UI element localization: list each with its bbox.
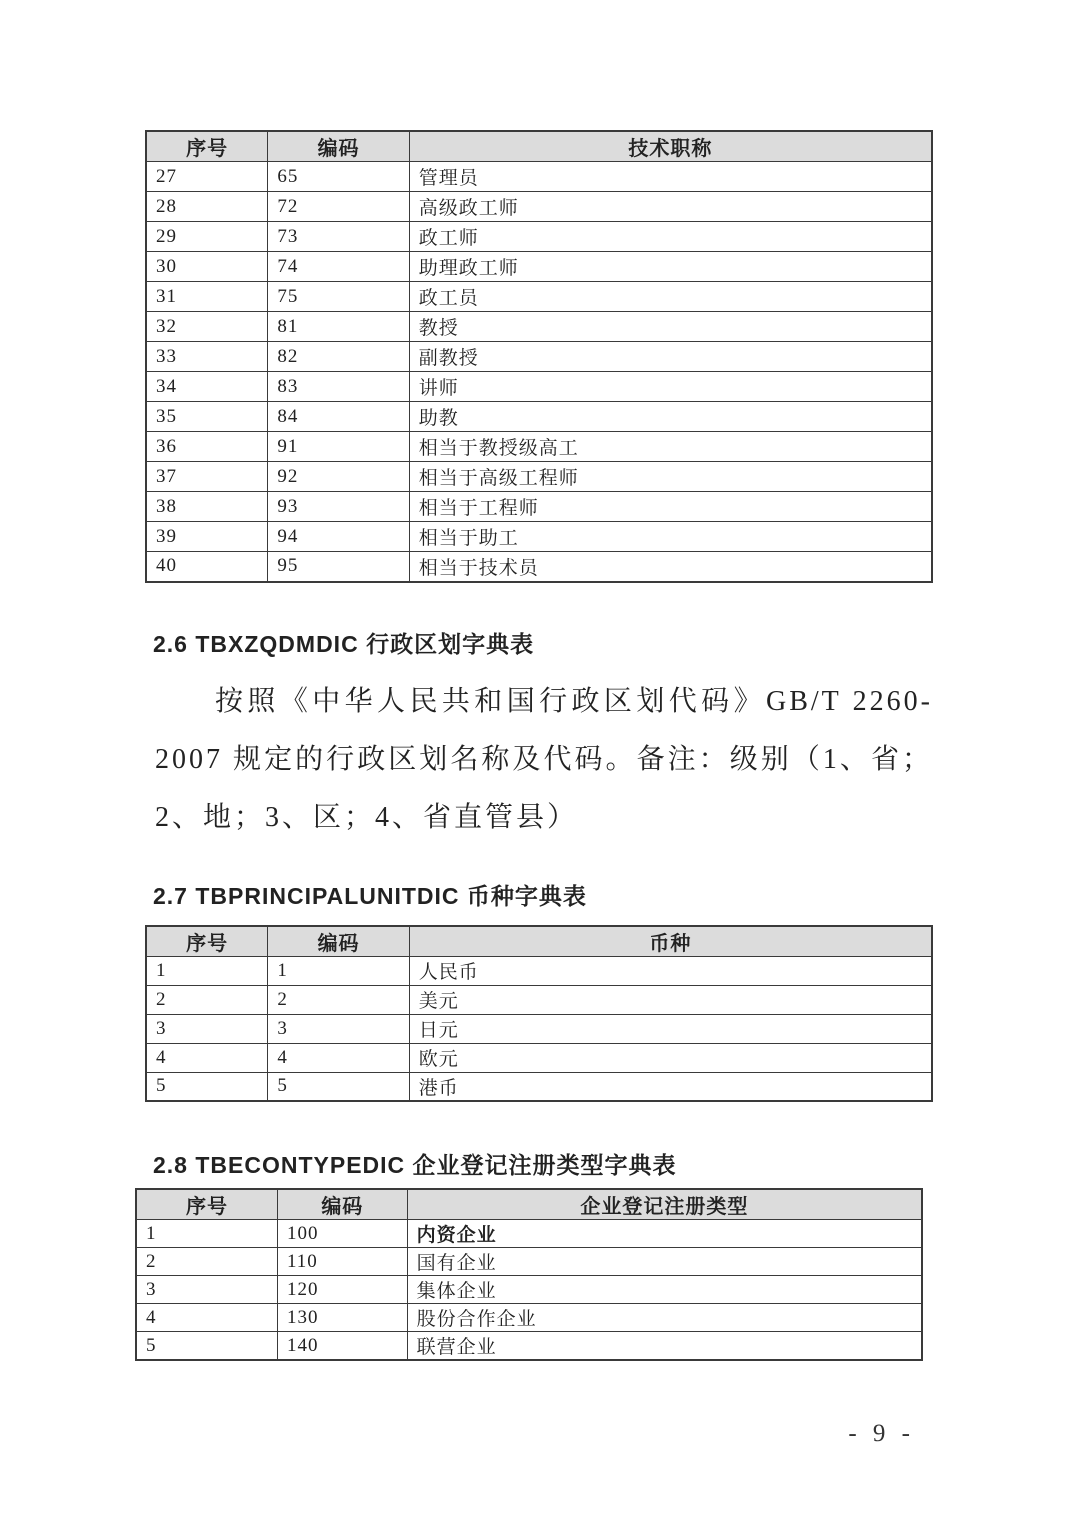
table-row <box>146 342 932 372</box>
table-row <box>136 1276 922 1304</box>
cell-code: 110 <box>277 1248 407 1276</box>
table-row <box>146 192 932 222</box>
cell-code: 95 <box>268 552 409 582</box>
cell-name: 联营企业 <box>407 1332 922 1361</box>
cell-code: 93 <box>268 492 409 522</box>
col-header-seq: 序号 <box>146 131 268 162</box>
cell-code: 91 <box>268 432 409 462</box>
cell-no: 3 <box>146 1014 268 1043</box>
cell-code: 140 <box>277 1332 407 1361</box>
cell-no: 34 <box>146 372 268 402</box>
page-number: - 9 - <box>848 1420 915 1447</box>
col-header-code: 编码 <box>277 1189 407 1220</box>
table-row <box>136 1248 922 1276</box>
cell-no: 4 <box>146 1043 268 1072</box>
table-row <box>146 462 932 492</box>
cell-name: 人民币 <box>409 956 932 985</box>
cell-code: 74 <box>268 252 409 282</box>
cell-code: 100 <box>277 1220 407 1248</box>
table-row <box>146 1072 932 1101</box>
section-2-8-title: 2.8 TBECONTYPEDIC 企业登记注册类型字典表 <box>153 1152 677 1178</box>
cell-code: 3 <box>268 1014 409 1043</box>
cell-no: 5 <box>136 1332 277 1361</box>
cell-code: 81 <box>268 312 409 342</box>
cell-no: 4 <box>136 1304 277 1332</box>
cell-name: 教授 <box>409 312 932 342</box>
cell-no: 28 <box>146 192 268 222</box>
cell-no: 1 <box>136 1220 277 1248</box>
table-row <box>136 1304 922 1332</box>
table-row <box>136 1220 922 1248</box>
cell-name: 日元 <box>409 1014 932 1043</box>
cell-name: 管理员 <box>409 162 932 192</box>
col-header-tech-title: 技术职称 <box>409 131 932 162</box>
cell-name: 股份合作企业 <box>407 1304 922 1332</box>
col-header-code: 编码 <box>268 926 409 957</box>
table-row <box>146 222 932 252</box>
cell-code: 5 <box>268 1072 409 1101</box>
cell-code: 4 <box>268 1043 409 1072</box>
cell-name: 高级政工师 <box>409 192 932 222</box>
table-row <box>146 312 932 342</box>
cell-no: 2 <box>146 985 268 1014</box>
table-row <box>146 552 932 582</box>
table-row <box>146 985 932 1014</box>
cell-code: 73 <box>268 222 409 252</box>
col-header-code: 编码 <box>268 131 409 162</box>
col-header-seq: 序号 <box>136 1189 277 1220</box>
section-2-6-title: 2.6 TBXZQDMDIC 行政区划字典表 <box>153 630 535 657</box>
table-row <box>146 522 932 552</box>
cell-no: 3 <box>136 1276 277 1304</box>
cell-code: 130 <box>277 1304 407 1332</box>
cell-name: 政工师 <box>409 222 932 252</box>
cell-name: 助理政工师 <box>409 252 932 282</box>
col-header-enterprise-type: 企业登记注册类型 <box>407 1189 922 1220</box>
cell-code: 65 <box>268 162 409 192</box>
cell-name: 内资企业 <box>407 1220 922 1248</box>
table-row <box>146 1014 932 1043</box>
cell-code: 72 <box>268 192 409 222</box>
cell-code: 120 <box>277 1276 407 1304</box>
enterprise-type-table <box>135 1188 923 1361</box>
cell-name: 港币 <box>409 1072 932 1101</box>
cell-code: 94 <box>268 522 409 552</box>
col-header-seq: 序号 <box>146 926 268 957</box>
cell-name: 相当于助工 <box>409 522 932 552</box>
table-row <box>146 402 932 432</box>
cell-no: 40 <box>146 552 268 582</box>
cell-no: 37 <box>146 462 268 492</box>
table-row <box>146 372 932 402</box>
cell-name: 相当于技术员 <box>409 552 932 582</box>
col-header-currency: 币种 <box>409 926 932 957</box>
table-row <box>146 252 932 282</box>
cell-code: 82 <box>268 342 409 372</box>
section-2-6-paragraph: 按照《中华人民共和国行政区划代码》GB/T 2260-2007 规定的行政区划名称及代码。备注：级别（1、省；2、地；3、区；4、省直管县） <box>155 685 933 833</box>
cell-no: 30 <box>146 252 268 282</box>
cell-no: 36 <box>146 432 268 462</box>
cell-name: 集体企业 <box>407 1276 922 1304</box>
section-2-7-title: 2.7 TBPRINCIPALUNITDIC 币种字典表 <box>153 882 587 909</box>
cell-name: 政工员 <box>409 282 932 312</box>
table-row <box>146 432 932 462</box>
cell-no: 35 <box>146 402 268 432</box>
cell-name: 讲师 <box>409 372 932 402</box>
table-header-row <box>136 1189 922 1220</box>
cell-no: 5 <box>146 1072 268 1101</box>
cell-name: 相当于高级工程师 <box>409 462 932 492</box>
tech-title-table <box>145 130 933 583</box>
cell-name: 相当于教授级高工 <box>409 432 932 462</box>
table-header-row <box>146 926 932 957</box>
cell-no: 29 <box>146 222 268 252</box>
cell-name: 美元 <box>409 985 932 1014</box>
cell-name: 国有企业 <box>407 1248 922 1276</box>
cell-name: 助教 <box>409 402 932 432</box>
cell-no: 33 <box>146 342 268 372</box>
cell-code: 83 <box>268 372 409 402</box>
table-row <box>136 1332 922 1361</box>
table-header-row <box>146 131 932 162</box>
cell-name: 欧元 <box>409 1043 932 1072</box>
table-row <box>146 1043 932 1072</box>
cell-code: 75 <box>268 282 409 312</box>
table-row <box>146 956 932 985</box>
table-row <box>146 162 932 192</box>
cell-no: 2 <box>136 1248 277 1276</box>
cell-no: 32 <box>146 312 268 342</box>
cell-name: 相当于工程师 <box>409 492 932 522</box>
cell-no: 39 <box>146 522 268 552</box>
currency-table <box>145 925 933 1103</box>
cell-no: 27 <box>146 162 268 192</box>
cell-code: 2 <box>268 985 409 1014</box>
cell-code: 1 <box>268 956 409 985</box>
table-row <box>146 282 932 312</box>
cell-no: 38 <box>146 492 268 522</box>
cell-no: 31 <box>146 282 268 312</box>
table-row <box>146 492 932 522</box>
cell-name: 副教授 <box>409 342 932 372</box>
cell-code: 92 <box>268 462 409 492</box>
cell-no: 1 <box>146 956 268 985</box>
cell-code: 84 <box>268 402 409 432</box>
